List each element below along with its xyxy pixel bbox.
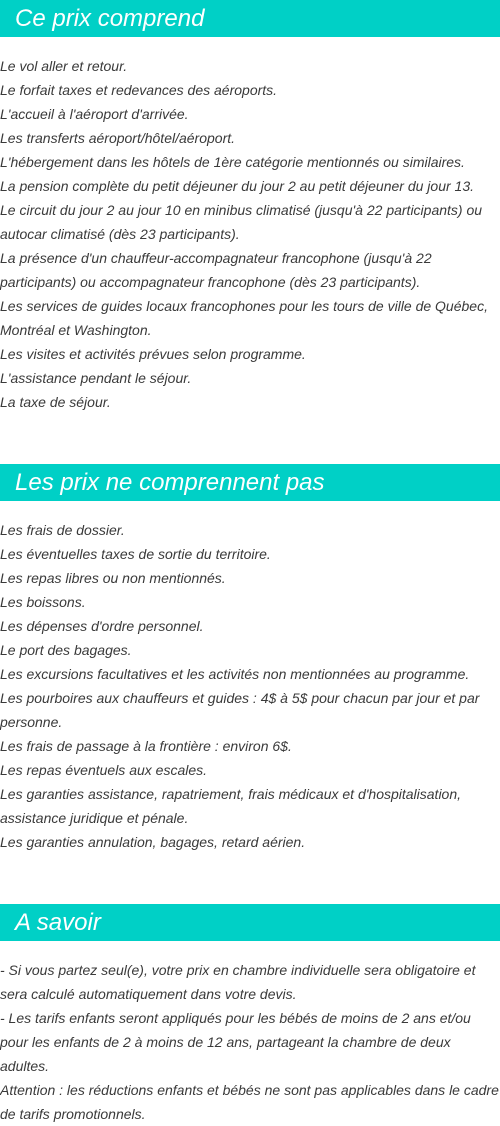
section-header-included: [0, 0, 500, 37]
list-item: Les garanties assistance, rapatriement, frais médicaux et d'hospitalisation, assistance juridique et pénale.: [0, 786, 462, 826]
included-list: [0, 54, 500, 414]
section-header-good-to-know: [0, 904, 500, 941]
list-item: Le port des bagages.: [0, 642, 132, 658]
list-item: Les frais de dossier.: [0, 522, 125, 538]
list-item: Les transferts aéroport/hôtel/aéroport.: [0, 130, 236, 146]
list-item: Les boissons.: [0, 594, 86, 610]
list-item: Le forfait taxes et redevances des aéroports.: [0, 82, 278, 98]
list-item: Les excursions facultatives et les activités non mentionnées au programme.: [0, 666, 470, 682]
list-item: La taxe de séjour.: [0, 394, 111, 410]
good-to-know-list: [0, 958, 500, 1126]
list-item: Le circuit du jour 2 au jour 10 en minibus climatisé (jusqu'à 22 participants) ou autocar climatisé (dès 23 participants).: [0, 202, 483, 242]
list-item: L'accueil à l'aéroport d'arrivée.: [0, 106, 189, 122]
list-item: Les repas éventuels aux escales.: [0, 762, 208, 778]
section-header-not-included: [0, 464, 500, 501]
section-title-good-to-know: A savoir: [15, 909, 101, 936]
not-included-list: [0, 518, 500, 854]
list-item: Les dépenses d'ordre personnel.: [0, 618, 204, 634]
list-item: - Les tarifs enfants seront appliqués pour les bébés de moins de 2 ans et/ou pour les enfants de 2 à moins de 12 ans, partageant la chambre de deux adultes.: [0, 1010, 471, 1074]
section-title-not-included: Les prix ne comprennent pas: [15, 469, 325, 496]
list-item: L'assistance pendant le séjour.: [0, 370, 192, 386]
list-item: L'hébergement dans les hôtels de 1ère catégorie mentionnés ou similaires.: [0, 154, 465, 170]
list-item: Les repas libres ou non mentionnés.: [0, 570, 226, 586]
list-item: La pension complète du petit déjeuner du jour 2 au petit déjeuner du jour 13.: [0, 178, 475, 194]
list-item: Les services de guides locaux francophones pour les tours de ville de Québec, Montréal et Washington.: [0, 298, 488, 338]
list-item: La présence d'un chauffeur-accompagnateur francophone (jusqu'à 22 participants) ou accompagnateur francophone (dès 23 participants).: [0, 250, 432, 290]
list-item: Le vol aller et retour.: [0, 58, 128, 74]
list-item: - Si vous partez seul(e), votre prix en chambre individuelle sera obligatoire et sera calculé automatiquement dans votre devis.: [0, 962, 476, 1002]
list-item: Attention : les réductions enfants et bébés ne sont pas applicables dans le cadre de tarifs promotionnels.: [0, 1082, 499, 1122]
list-item: Les visites et activités prévues selon programme.: [0, 346, 306, 362]
list-item: Les garanties annulation, bagages, retard aérien.: [0, 834, 306, 850]
list-item: Les frais de passage à la frontière : environ 6$.: [0, 738, 292, 754]
list-item: Les pourboires aux chauffeurs et guides : 4$ à 5$ pour chacun par jour et par personne.: [0, 690, 480, 730]
list-item: Les éventuelles taxes de sortie du territoire.: [0, 546, 271, 562]
section-title-included: Ce prix comprend: [15, 5, 205, 32]
